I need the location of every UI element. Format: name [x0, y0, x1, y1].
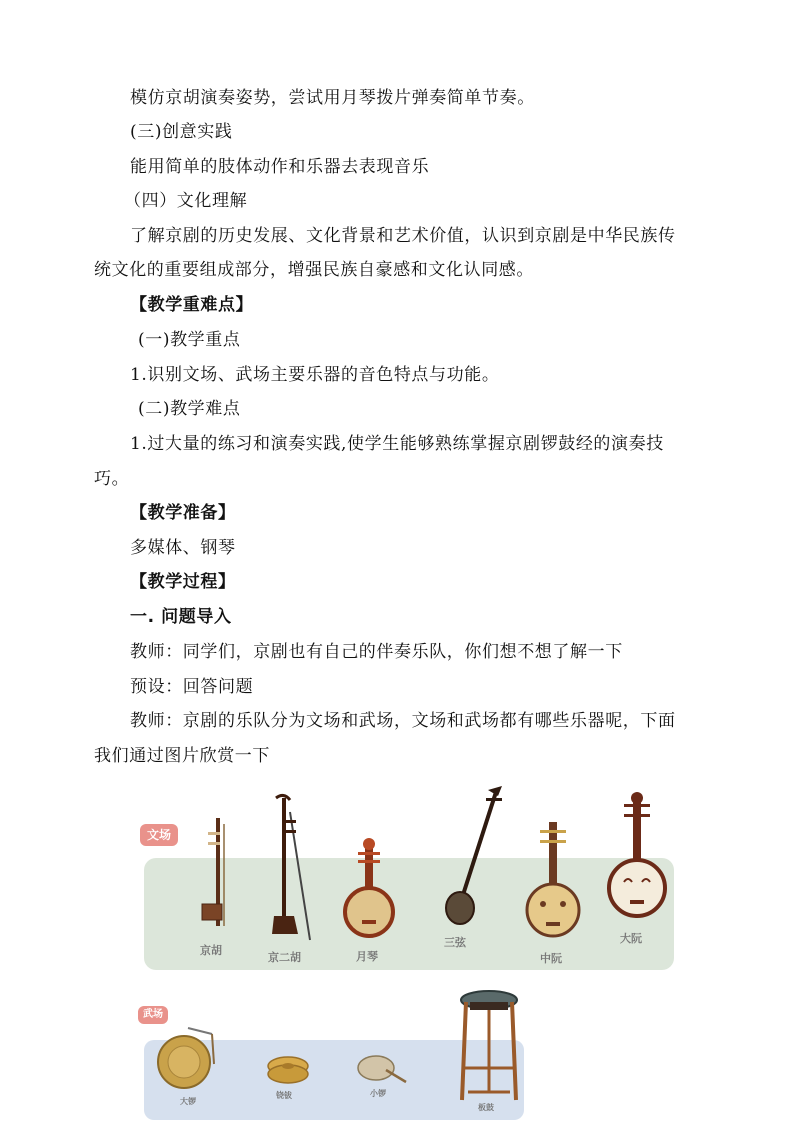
paragraph-continuation: 巧。 [94, 469, 130, 489]
label-daluo: 大锣 [180, 1097, 196, 1106]
heading-process: 【教学过程】 [130, 572, 236, 592]
jinghu-icon [192, 814, 232, 934]
paragraph: 1.过大量的练习和演奏实践,使学生能够熟练掌握京剧锣鼓经的演奏技 [130, 434, 664, 454]
heading-introduction: 一. 问题导入 [130, 607, 232, 627]
label-yueqin: 月琴 [356, 950, 378, 963]
label-daruan: 大阮 [620, 932, 642, 945]
wuchang-tag: 武场 [138, 1006, 168, 1024]
heading-key-difficult-points: 【教学重难点】 [130, 295, 254, 315]
label-jinghu: 京胡 [200, 944, 222, 957]
sanxian-icon [438, 782, 508, 930]
label-sanxian: 三弦 [444, 936, 466, 949]
zhongruan-icon [526, 818, 580, 940]
paragraph: 了解京剧的历史发展、文化背景和艺术价值，认识到京剧是中华民族传 [130, 226, 676, 246]
subheading-key-points: (一)教学重点 [138, 330, 241, 350]
paragraph: 1.识别文场、武场主要乐器的音色特点与功能。 [130, 365, 500, 385]
subheading-difficult-points: (二)教学难点 [138, 399, 241, 419]
label-bangu: 板鼓 [478, 1103, 494, 1112]
label-jingerhu: 京二胡 [268, 951, 301, 964]
paragraph-continuation: 我们通过图片欣赏一下 [94, 746, 270, 766]
daluo-icon [154, 1024, 220, 1090]
naobo-icon [264, 1052, 312, 1086]
label-naobo: 铙钹 [276, 1091, 292, 1100]
jingerhu-icon [268, 792, 318, 942]
instrument-figure [130, 782, 690, 1120]
section-heading: (三)创意实践 [130, 122, 233, 142]
daruan-icon [606, 790, 668, 926]
wenchang-tag: 文场 [140, 824, 178, 846]
paragraph: 能用简单的肢体动作和乐器去表现音乐 [130, 157, 430, 177]
paragraph: 预设：回答问题 [130, 677, 254, 697]
section-heading: （四）文化理解 [124, 191, 248, 211]
label-xiaoluo: 小锣 [370, 1089, 386, 1098]
paragraph: 教师：京剧的乐队分为文场和武场，文场和武场都有哪些乐器呢，下面 [130, 711, 676, 731]
yueqin-icon [342, 836, 396, 942]
heading-preparation: 【教学准备】 [130, 503, 236, 523]
paragraph: 教师：同学们，京剧也有自己的伴奏乐队，你们想不想了解一下 [130, 642, 623, 662]
xiaoluo-icon [356, 1050, 408, 1086]
paragraph-continuation: 统文化的重要组成部分，增强民族自豪感和文化认同感。 [94, 260, 534, 280]
paragraph: 模仿京胡演奏姿势，尝试用月琴拨片弹奏简单节奏。 [130, 88, 535, 108]
bangu-icon [456, 988, 522, 1104]
paragraph: 多媒体、钢琴 [130, 538, 236, 558]
label-zhongruan: 中阮 [540, 952, 562, 965]
